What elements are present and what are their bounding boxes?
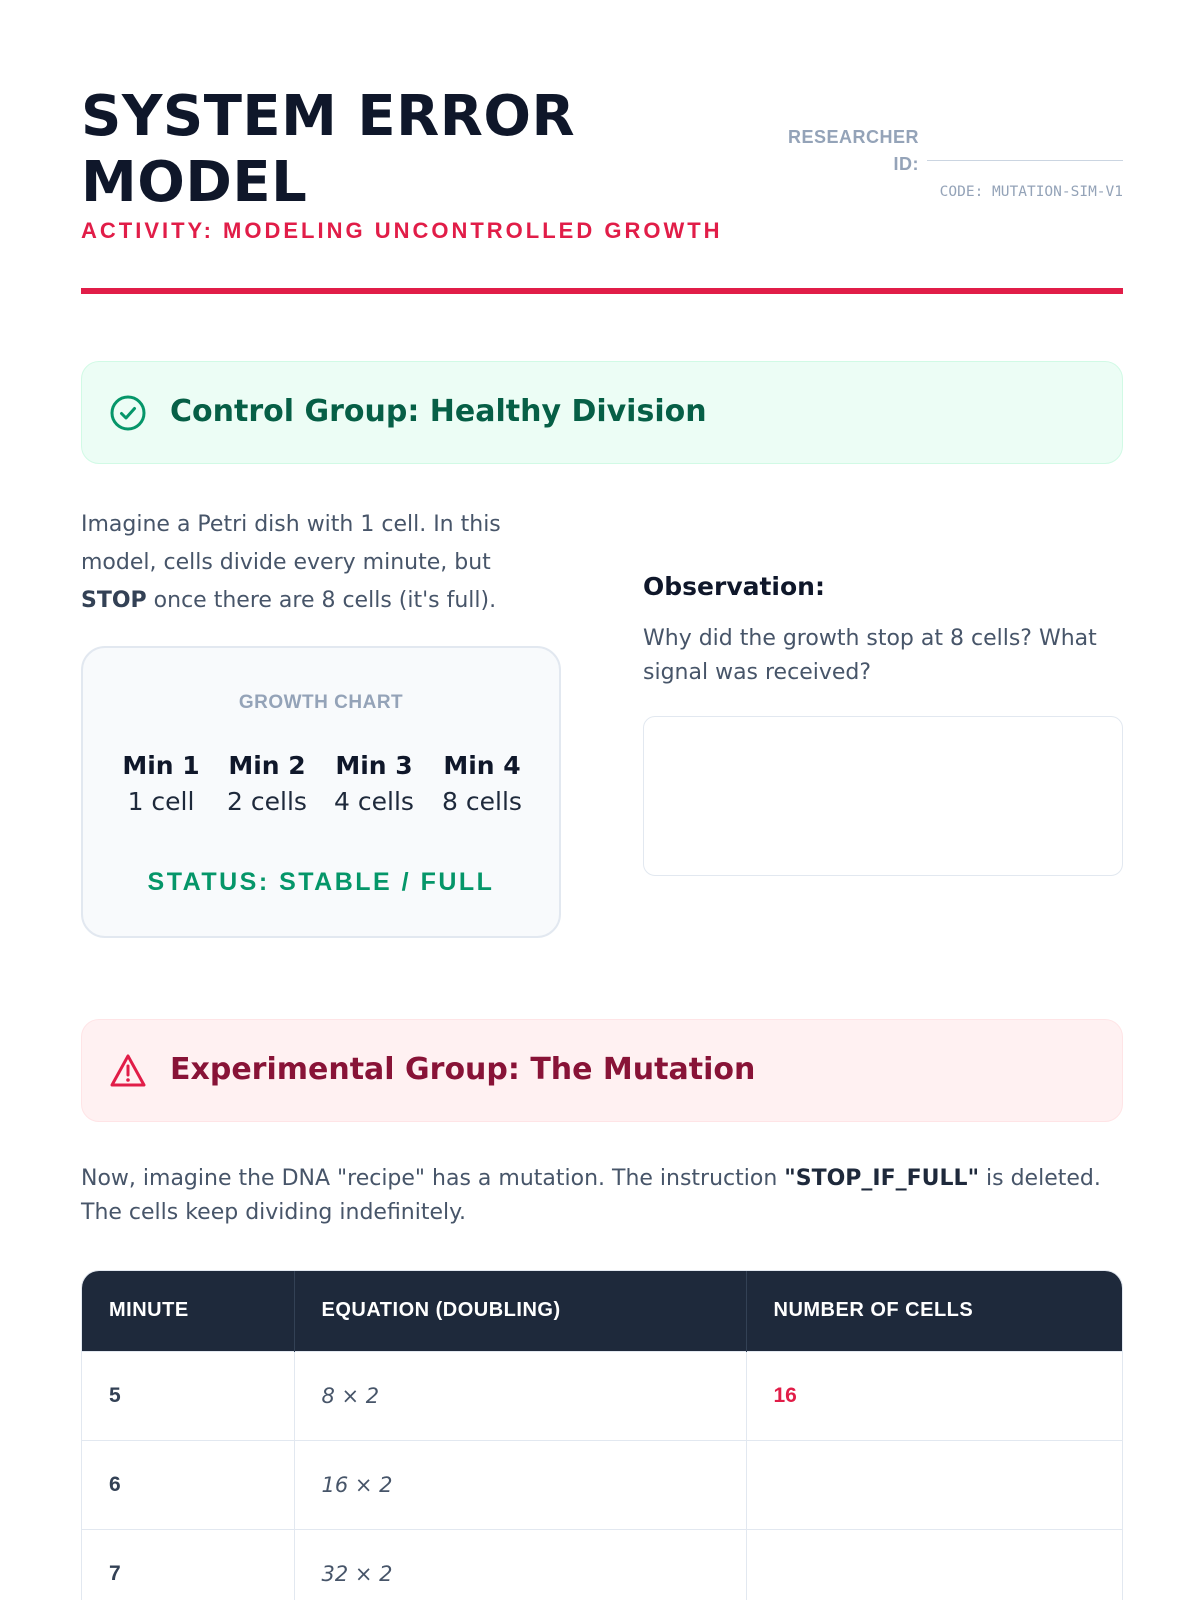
minute-cell: 7 [82,1529,294,1600]
equation-cell: 16 × 2 [294,1440,746,1529]
experimental-group-title: Experimental Group: The Mutation [170,1052,756,1087]
observation-question: Why did the growth stop at 8 cells? What signal was received? [643,626,1097,685]
mutation-description: Now, imagine the DNA "recipe" has a mutation. The instruction "STOP_IF_FULL" is deleted. The cells keep dividing indefinitely. [81,1166,1101,1225]
growth-chart-card [81,646,561,938]
growth-chart-label: GROWTH CHART [238,692,404,713]
table-row [82,1440,1123,1529]
growth-column [422,750,542,822]
stop-keyword: STOP [81,588,147,613]
growth-column [314,750,434,822]
table-header-row [82,1271,1123,1351]
activity-subtitle: ACTIVITY: MODELING UNCONTROLLED GROWTH [81,218,723,243]
control-intro-text: Imagine a Petri dish with 1 cell. In this model, cells divide every minute, but STOP once there are 8 cells (it's full). [81,512,501,613]
researcher-id-field[interactable] [927,160,1123,161]
column-header-cells: NUMBER OF CELLS [746,1271,1123,1351]
observation-heading: Observation: [643,572,825,601]
worksheet-page [81,0,1121,1600]
growth-status: STATUS: STABLE / FULL [147,868,495,896]
cells-count-cell[interactable] [746,1529,1123,1600]
growth-column [101,750,221,822]
growth-column-cells: 1 cell [127,787,195,816]
column-header-equation: EQUATION (DOUBLING) [294,1271,746,1351]
worksheet-code: CODE: MUTATION-SIM-V1 [939,184,1123,200]
warning-triangle-icon [109,1052,147,1090]
page-title: SYSTEM ERROR MODEL [81,84,576,215]
table-row [82,1529,1123,1600]
check-circle-icon [109,394,147,432]
growth-column-minute: Min 2 [228,751,306,780]
growth-column [207,750,327,822]
growth-column-cells: 8 cells [442,787,522,816]
experimental-group-banner [81,1019,1123,1122]
cells-count-cell[interactable] [746,1440,1123,1529]
stop-if-full-instruction: "STOP_IF_FULL" [784,1166,980,1191]
growth-column-cells: 2 cells [227,787,307,816]
table-row [82,1351,1123,1440]
equation-cell: 8 × 2 [294,1351,746,1440]
control-group-title: Control Group: Healthy Division [170,394,707,429]
growth-column-minute: Min 1 [122,751,200,780]
observation-answer-input[interactable] [643,716,1123,876]
header-divider [81,288,1123,294]
column-header-minute: MINUTE [82,1271,294,1351]
growth-column-cells: 4 cells [334,787,414,816]
control-group-banner [81,361,1123,464]
mutation-table [81,1270,1123,1600]
minute-cell: 5 [82,1351,294,1440]
minute-cell: 6 [82,1440,294,1529]
equation-cell: 32 × 2 [294,1529,746,1600]
researcher-id-label: RESEARCHER ID: [787,127,919,174]
cells-count-cell[interactable]: 16 [746,1351,1123,1440]
growth-column-minute: Min 4 [443,751,521,780]
growth-column-minute: Min 3 [335,751,413,780]
